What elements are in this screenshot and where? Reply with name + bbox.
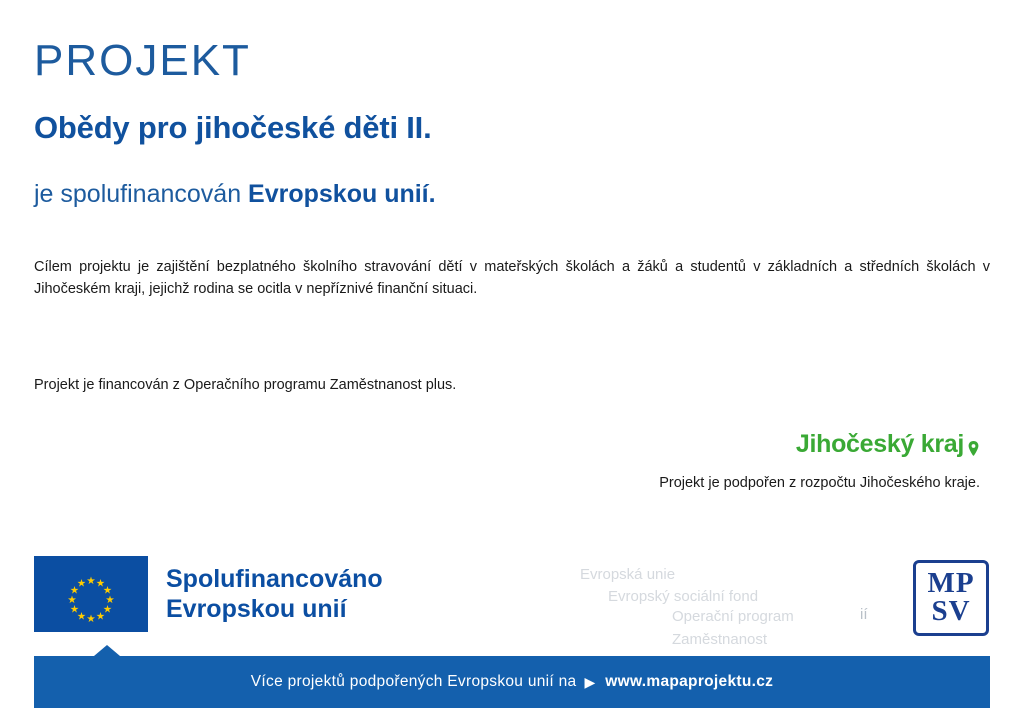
watermark-line-4: ií xyxy=(860,606,868,623)
region-note: Projekt je podpořen z rozpočtu Jihočeského kraje. xyxy=(659,475,980,491)
footer-notch-icon xyxy=(94,645,120,656)
funding-paragraph: Projekt je financován z Operačního programu Zaměstnanost plus. xyxy=(34,377,457,393)
eu-logo-text xyxy=(166,564,383,625)
footer-text: Více projektů podpořených Evropskou unií na xyxy=(250,673,577,690)
arrow-right-icon: ▶ xyxy=(584,674,596,690)
watermark-line-3: Operační program Zaměstnanost xyxy=(672,608,794,648)
mpsv-logo xyxy=(913,560,989,636)
map-pin-icon xyxy=(967,441,980,457)
footer-bar xyxy=(34,656,990,708)
mpsv-logo-line-1: MP xyxy=(927,567,975,600)
subtitle-prefix: je spolufinancován xyxy=(34,180,249,208)
eu-cofunding-logo xyxy=(34,556,383,632)
mpsv-logo-line-2: SV xyxy=(931,595,971,627)
eu-logo-line-1: Spolufinancováno xyxy=(166,564,383,593)
jihocesky-kraj-logo-text: Jihočeský kraj xyxy=(795,430,964,458)
region-block xyxy=(659,430,980,491)
jihocesky-kraj-logo xyxy=(796,430,980,459)
watermark-line-1: Evropská unie xyxy=(580,566,676,583)
goal-paragraph: Cílem projektu je zajištění bezplatného školního stravování dětí v mateřských školách a žáků a studentů v základních a středních školách v Jihočeském kraji, jejichž rodina se ocitla v nepříznivé finanční situaci. xyxy=(34,259,990,298)
page-subtitle xyxy=(34,180,436,209)
eu-stars xyxy=(34,556,148,632)
eu-flag-icon xyxy=(34,556,148,632)
watermark-line-2: Evropský sociální fond xyxy=(608,588,759,605)
footer-url-link[interactable]: www.mapaprojektu.cz xyxy=(605,673,774,690)
page-title: Obědy pro jihočeské děti II. xyxy=(34,110,432,145)
eu-logo-line-2: Evropskou unií xyxy=(166,595,347,623)
background-watermark xyxy=(560,560,890,648)
page-eyebrow: PROJEKT xyxy=(34,36,251,85)
subtitle-strong: Evropskou unií. xyxy=(248,180,436,208)
